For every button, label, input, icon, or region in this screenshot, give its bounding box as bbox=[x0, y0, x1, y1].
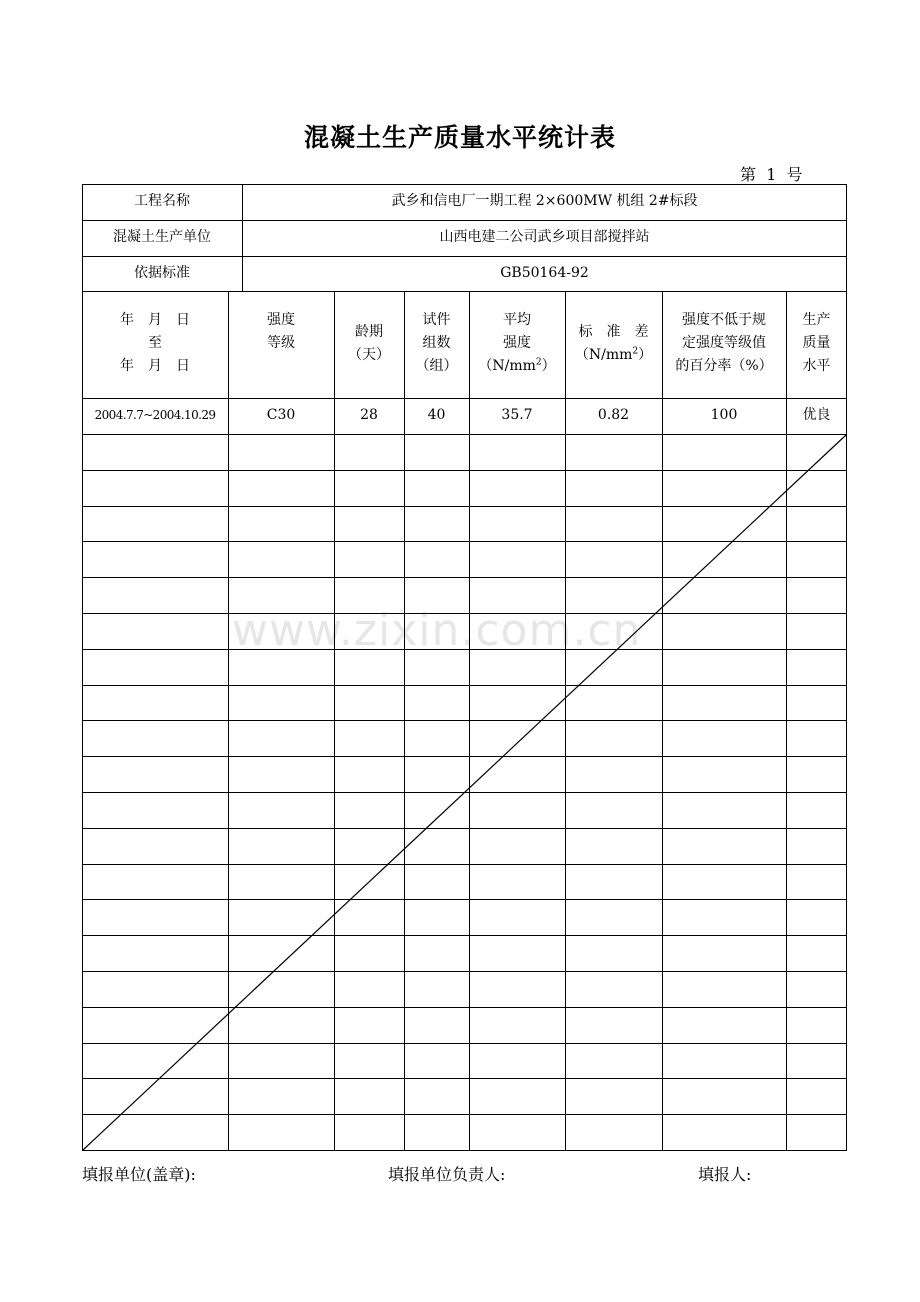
info-label-project: 工程名称 bbox=[134, 193, 190, 209]
info-value-producer: 山西电建二公司武乡项目部搅拌站 bbox=[439, 229, 650, 245]
header-groups-line1: 试件 bbox=[422, 312, 451, 328]
info-label-producer: 混凝土生产单位 bbox=[113, 229, 211, 245]
footer-unit-label: 填报单位(盖章): bbox=[82, 1165, 196, 1184]
statistics-table bbox=[82, 184, 847, 1151]
header-level-line3: 水平 bbox=[802, 358, 831, 374]
info-value-standard: GB50164-92 bbox=[500, 264, 589, 281]
footer-head-label: 填报单位负责人: bbox=[388, 1165, 506, 1184]
void-diagonal-line bbox=[82, 184, 847, 1151]
info-value-project: 武乡和信电厂一期工程 2×600MW 机组 2#标段 bbox=[391, 193, 698, 209]
header-pct-line1: 强度不低于规 bbox=[682, 312, 766, 328]
data-quality-level: 优良 bbox=[802, 407, 831, 423]
serial-suffix: 号 bbox=[786, 165, 803, 184]
data-pct: 100 bbox=[710, 407, 738, 423]
header-std-line1: 标 准 差 bbox=[578, 324, 649, 340]
header-level-line2: 质量 bbox=[802, 335, 831, 351]
serial-value: 1 bbox=[766, 165, 777, 184]
serial-prefix: 第 bbox=[740, 165, 757, 184]
data-std-dev: 0.82 bbox=[597, 407, 630, 423]
watermark: www.zixin.com.cn bbox=[232, 605, 642, 656]
page-title: 混凝土生产质量水平统计表 bbox=[303, 123, 616, 152]
header-level-line1: 生产 bbox=[802, 312, 831, 328]
header-pct-line3: 的百分率（%） bbox=[675, 358, 773, 374]
header-grade-line1: 强度 bbox=[267, 312, 295, 328]
data-avg-strength: 35.7 bbox=[501, 407, 533, 423]
header-period-line3: 年 月 日 bbox=[120, 358, 190, 374]
data-age: 28 bbox=[360, 407, 378, 423]
header-pct-line2: 定强度等级值 bbox=[682, 335, 766, 351]
footer-reporter-label: 填报人: bbox=[698, 1165, 752, 1184]
header-avg-line3: $(N/mm^2)$ bbox=[478, 357, 556, 374]
header-groups-line2: 组数 bbox=[422, 335, 451, 351]
info-label-standard: 依据标准 bbox=[134, 264, 190, 281]
header-period-line1: 年 月 日 bbox=[120, 312, 190, 328]
header-std-line2: $(N/mm^2)$ bbox=[574, 346, 653, 363]
data-period: 2004.7.7~2004.10.29 bbox=[94, 408, 216, 422]
serial-number bbox=[740, 162, 803, 185]
header-groups-line3: （组） bbox=[415, 358, 458, 374]
header-avg-line2: 强度 bbox=[503, 335, 531, 351]
header-age-line1: 龄期 bbox=[355, 324, 383, 340]
header-period-line2: 至 bbox=[148, 335, 162, 351]
header-age-line2: （天） bbox=[348, 347, 390, 363]
data-groups: 40 bbox=[427, 407, 446, 423]
data-grade: C30 bbox=[266, 407, 296, 423]
header-grade-line2: 等级 bbox=[267, 335, 295, 351]
header-avg-line1: 平均 bbox=[503, 312, 531, 328]
